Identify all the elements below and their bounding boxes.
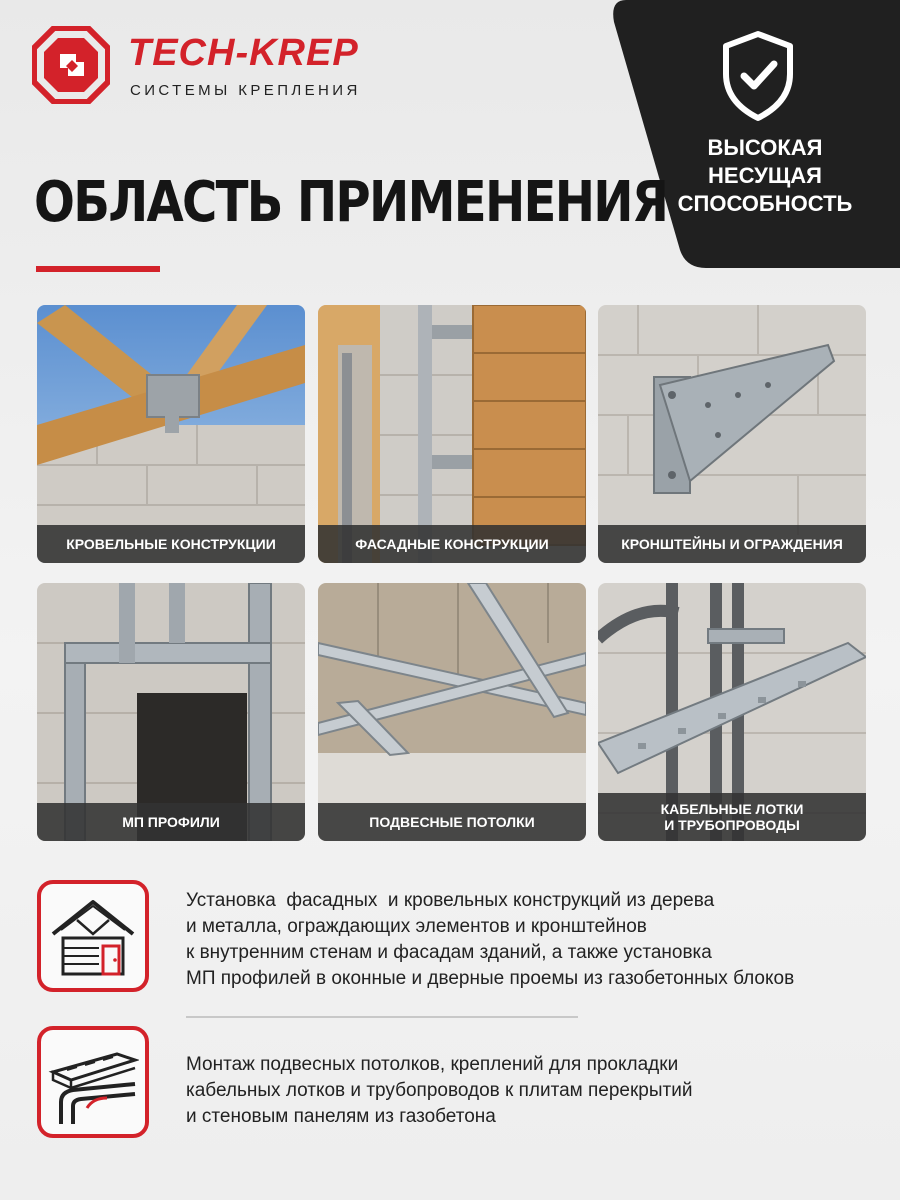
badge-line: ВЫСОКАЯ (707, 135, 823, 160)
badge-line: НЕСУЩАЯ (708, 163, 822, 188)
feature-line: МП профилей в оконные и дверные проемы из газобетонных блоков (186, 968, 795, 989)
cable-tray-icon (47, 1036, 139, 1128)
feature-line: к внутренним стенам и фасадам зданий, а также установка (186, 942, 712, 963)
application-tile-roof (37, 305, 305, 563)
tile-caption: МП ПРОФИЛИ (37, 803, 305, 841)
feature-description (186, 1052, 692, 1130)
feature-line: и стеновым панелям из газобетона (186, 1106, 496, 1127)
application-tile-brackets (598, 305, 866, 563)
divider (186, 1016, 578, 1018)
tile-caption-line: КАБЕЛЬНЫЕ ЛОТКИ (660, 801, 804, 817)
feature-line: кабельных лотков и трубопроводов к плитам перекрытий (186, 1080, 693, 1101)
application-tile-facade (318, 305, 586, 563)
feature-line: и металла, ограждающих элементов и кронштейнов (186, 916, 647, 937)
brand-logo (32, 24, 412, 104)
tile-caption: ФАСАДНЫЕ КОНСТРУКЦИИ (318, 525, 586, 563)
tile-caption-line: И ТРУБОПРОВОДЫ (664, 817, 800, 833)
house-icon (47, 890, 139, 982)
tile-caption: КРОВЕЛЬНЫЕ КОНСТРУКЦИИ (37, 525, 305, 563)
feature-description (186, 888, 794, 992)
badge-text (660, 134, 870, 218)
feature-line: Монтаж подвесных потолков, креплений для прокладки (186, 1054, 679, 1075)
page-title: ОБЛАСТЬ ПРИМЕНЕНИЯ (34, 170, 668, 235)
badge-line: СПОСОБНОСТЬ (677, 191, 853, 216)
logo-icon (32, 26, 110, 104)
title-underline (36, 266, 160, 272)
application-tile-cable-trays (598, 583, 866, 841)
brand-tagline: СИСТЕМЫ КРЕПЛЕНИЯ (130, 82, 361, 99)
tile-caption: ПОДВЕСНЫЕ ПОТОЛКИ (318, 803, 586, 841)
feature-icon-box (37, 1026, 149, 1138)
tile-caption (598, 793, 866, 841)
feature-icon-box (37, 880, 149, 992)
feature-line: Установка фасадных и кровельных конструкций из дерева (186, 890, 715, 911)
application-tile-ceilings (318, 583, 586, 841)
brand-name: TECH-KREP (128, 32, 359, 74)
shield-check-icon (720, 30, 796, 122)
application-tile-mp-profiles (37, 583, 305, 841)
tile-caption: КРОНШТЕЙНЫ И ОГРАЖДЕНИЯ (598, 525, 866, 563)
